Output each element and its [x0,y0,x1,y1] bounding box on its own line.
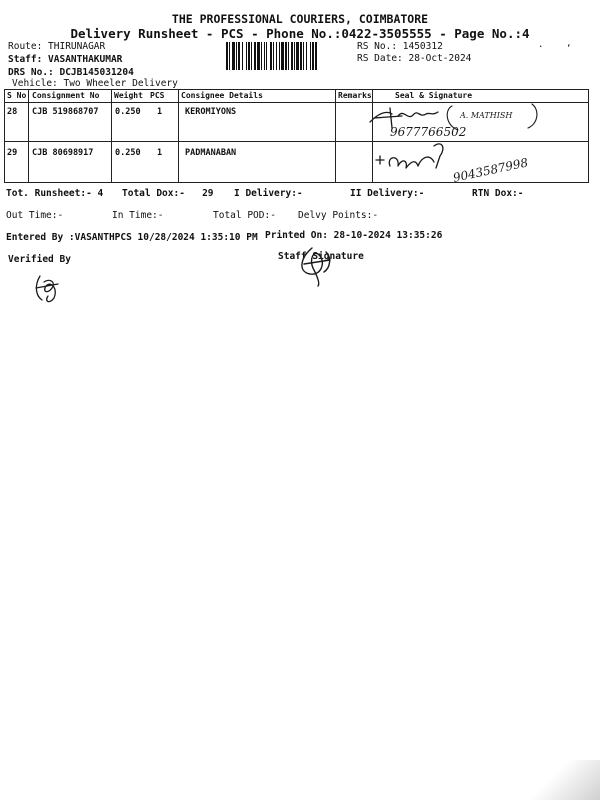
barcode-bar [288,42,289,70]
barcode-bar [246,42,247,70]
barcode-bar [296,42,299,70]
i-delivery: I Delivery:- [234,188,303,199]
rtn-dox: RTN Dox:- [472,188,524,199]
svg-text:9043587998: 9043587998 [451,155,530,185]
barcode-bar [270,42,272,70]
barcode-bar [261,42,262,70]
ii-delivery: II Delivery:- [350,188,425,199]
verified-by-label: Verified By [8,254,71,265]
barcode-bar [251,42,252,70]
staff-signature-label: Staff Signature [278,251,364,262]
staff-label: Staff: VASANTHAKUMAR [8,54,123,65]
in-time: In Time:- [112,210,164,221]
verified-signature-mark [28,272,68,308]
row-pcs: 1 [157,148,163,158]
barcode-bar [254,42,256,70]
delivery-signature-row1 [368,100,558,140]
barcode-bar [315,42,317,70]
scan-shadow [520,760,600,800]
row-weight: 0.250 [115,148,141,158]
row-weight: 0.250 [115,107,141,117]
barcode-bar [238,42,240,70]
vehicle-label: Vehicle: Two Wheeler Delivery [12,78,178,89]
runsheet-title: Delivery Runsheet - PCS - Phone No.:0422-3505555 - Page No.:4 [70,26,530,41]
barcode-bar [312,42,314,70]
barcode-bar [266,42,267,70]
row-consignee: PADMANABAN [185,148,237,158]
barcode-bar [281,42,284,70]
barcode-bar [279,42,280,70]
staff-signature-mark [290,244,350,289]
company-name: THE PROFESSIONAL COURIERS, COIMBATORE [171,12,429,26]
stray-mark: ‘ [566,44,572,54]
barcode-bar [306,42,307,70]
barcode-bar [226,42,228,70]
svg-text:9677766502: 9677766502 [390,125,467,139]
delivery-signature-row2 [372,138,572,188]
svg-text:A. MATHISH: A. MATHISH [460,111,513,120]
total-dox: Total Dox:- 29 [122,188,214,199]
delvy-points: Delvy Points:- [298,210,379,221]
barcode-bar [291,42,293,70]
row-consignment: CJB 519868707 [32,107,99,117]
barcode-bar [248,42,250,70]
barcode-bar [232,42,235,70]
out-time: Out Time:- [6,210,64,221]
tot-runsheet: Tot. Runsheet:- 4 [6,188,104,199]
rs-number: RS No.: 1450312 [357,41,443,52]
barcode-bar [229,42,230,70]
row-pcs: 1 [157,107,163,117]
row-sno: 29 [7,148,18,158]
row-sno: 28 [7,107,18,117]
barcode-bar [310,42,311,70]
row-consignment: CJB 80698917 [32,148,94,158]
header-pcs: PCS [150,91,165,100]
barcode-bar [294,42,295,70]
header-consignment: Consignment No [32,91,100,100]
route-label: Route: THIRUNAGAR [8,41,106,52]
row-consignee: KEROMIYONS [185,107,237,117]
barcode-bar [257,42,260,70]
total-pod: Total POD:- [213,210,276,221]
header-sno: S No [7,91,27,100]
drs-number: DRS No.: DCJB145031204 [8,67,134,78]
printed-on: Printed On: 28-10-2024 13:35:26 [265,230,443,241]
stray-mark: . [538,40,544,50]
entered-by: Entered By :VASANTHPCS 10/28/2024 1:35:10 PM [6,232,258,243]
header-remarks: Remarks [338,91,372,100]
barcode-bar [276,42,277,70]
header-weight: Weight [114,91,143,100]
barcode-bar [236,42,237,70]
barcode-bar [285,42,287,70]
barcode-bar [300,42,302,70]
barcode-image [226,42,352,70]
barcode-bar [264,42,265,70]
barcode-bar [242,42,243,70]
header-consignee: Consignee Details [181,91,263,100]
rs-date: RS Date: 28-Oct-2024 [357,53,472,64]
header-seal: Seal & Signature [395,91,473,100]
barcode-bar [273,42,274,70]
barcode-bar [303,42,304,70]
